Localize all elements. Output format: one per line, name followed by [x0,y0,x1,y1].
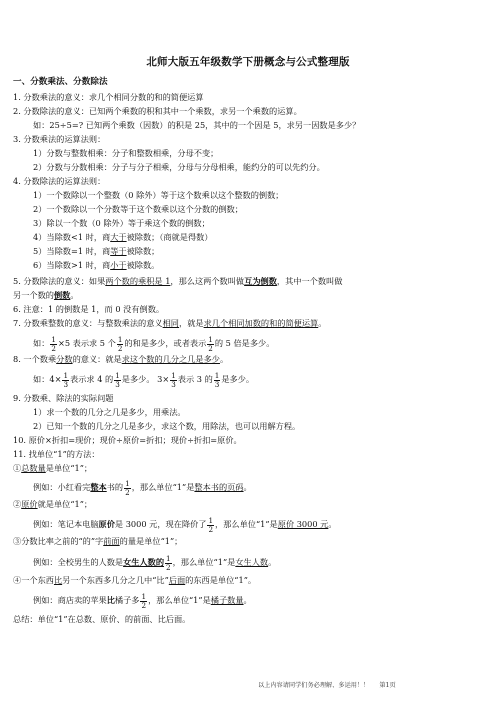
example-8: 如：4× $\frac{1}{3}$ 表示求 4 的 $\frac{1}{3}$ 是多少。 3× $\frac{1}{3}$ 表示 3 的 $\frac{1}{3}$ 是多少。 [33,371,255,389]
page-title: 北师大版五年级数学下册概念与公式整理版 [146,56,350,68]
section-heading: 一、分数乘法、分数除法 [13,77,108,87]
fraction-half: $\frac{1}{2}$ [125,479,130,497]
example-unit-2: 例如：笔记本电脑原价是 3000 元，现在降价了 $\frac{1}{2}$ ，那么单位“1”是原价 3000 元。 [33,516,337,534]
unit-rule-4: ④一个东西比另一个东西多几分之几中“比”后面的东西是单位“1”。 [13,575,257,585]
unit-rule-3: ③分数比率之前的“的”字前面的量是单位“1”； [13,536,183,546]
fraction-half: $\frac{1}{2}$ [166,554,171,572]
rule-4-2: 2）一个数除以一个分数等于这个数乘以这个分数的倒数； [33,204,243,214]
point-8: 8. 一个数乘分数的意义：就是求这个数的几分之几是多少。 [13,354,229,364]
point-10: 10. 原价×折扣=现价；现价÷原价=折扣；现价÷折扣=原价。 [13,435,242,445]
rule-4-5: 5）当除数=1 时，商等于被除数； [33,246,160,256]
rule-4-3: 3）除以一个数（0 除外）等于乘这个数的倒数； [33,218,210,228]
point-9: 9. 分数乘、除法的实际问题 [13,393,114,403]
rule-3-2: 2）分数与分数相乘：分子与分子相乘，分母与分母相乘，能约分的可以先约分。 [33,162,325,172]
rule-9-1: 1）求一个数的几分之几是多少，用乘法。 [33,407,186,417]
example-unit-3: 例如：全校男生的人数是女生人数的 $\frac{1}{2}$ ，那么单位“1”是女生人数。 [33,554,277,572]
point-2: 2. 分数除法的意义：已知两个乘数的积和其中一个乘数，求另一个乘数的运算。 [13,106,302,116]
rule-3-1: 1）分数与整数相乘：分子和整数相乘，分母不变； [33,148,219,158]
example-unit-1: 例如：小红看完整本书的 $\frac{1}{2}$ ，那么单位“1”是整本书的页码。 [33,479,252,497]
footer-note: 以上内容请同学们务必理解、多运用！！ [258,682,370,689]
fraction-half: $\frac{1}{2}$ [141,592,147,610]
rule-4-4: 4）当除数<1 时，商大于被除数；（商就是得数） [33,232,213,242]
page-footer [258,680,396,689]
example-unit-4: 例如：商店卖的苹果比橘子多 $\frac{1}{2}$ ，那么单位“1”是橘子数量。 [33,592,252,610]
fraction-half: $\frac{1}{2}$ [208,335,213,353]
fraction-half: $\frac{1}{2}$ [51,335,56,353]
rule-9-2: 2）已知一个数的几分之几是多少，求这个数，用除法，也可以用解方程。 [33,421,301,431]
point-5: 5. 分数除法的意义：如果两个数的乘积是 1，那么这两个数叫做互为倒数，其中一个数叫做 [13,276,343,286]
fraction-third: $\frac{1}{3}$ [171,371,176,389]
point-3: 3. 分数乘法的运算法则： [13,134,106,144]
point-7: 7. 分数乘整数的意义：与整数乘法的意义相同，就是求几个相同加数的和的简便运算。 [13,318,327,328]
unit-rule-2: ②原价就是单位“1”； [13,499,93,509]
rule-4-1: 1）一个数除以一个整数（0 除外）等于这个数乘以这个整数的倒数； [33,190,284,200]
fraction-third: $\frac{1}{3}$ [214,371,220,389]
fraction-half: $\frac{1}{2}$ [208,516,214,534]
summary: 总结：单位“1”在总数、原价、的前面、比后面。 [13,614,191,624]
fraction-half: $\frac{1}{2}$ [117,335,123,353]
point-6: 6. 注意：1 的倒数是 1，而 0 没有倒数。 [13,304,165,314]
point-5-cont: 另一个数的倒数。 [13,290,79,300]
rule-4-6: 6）当除数>1 时，商小于被除数。 [33,260,160,270]
unit-rule-1: ①总数量是单位“1”； [13,463,93,473]
example-division: 如：25÷5=? 已知两个乘数（因数）的积是 25，其中的一个因是 5，求另一因数是多少？ [33,120,361,130]
point-4: 4. 分数除法的运算法则： [13,176,106,186]
example-7: 如： $\frac{1}{2}$ ×5 表示求 5 个 $\frac{1}{2}$ 的和是多少，或者表示 $\frac{1}{2}$ 的 5 倍是多少。 [33,335,275,353]
point-1: 1. 分数乘法的意义：求几个相同分数的和的简便运算 [13,92,204,102]
fraction-third: $\frac{1}{3}$ [115,371,120,389]
point-11: 11. 找单位“1”的方法： [13,449,100,459]
fraction-third: $\frac{1}{3}$ [63,371,69,389]
page-number: 第1页 [379,682,396,689]
